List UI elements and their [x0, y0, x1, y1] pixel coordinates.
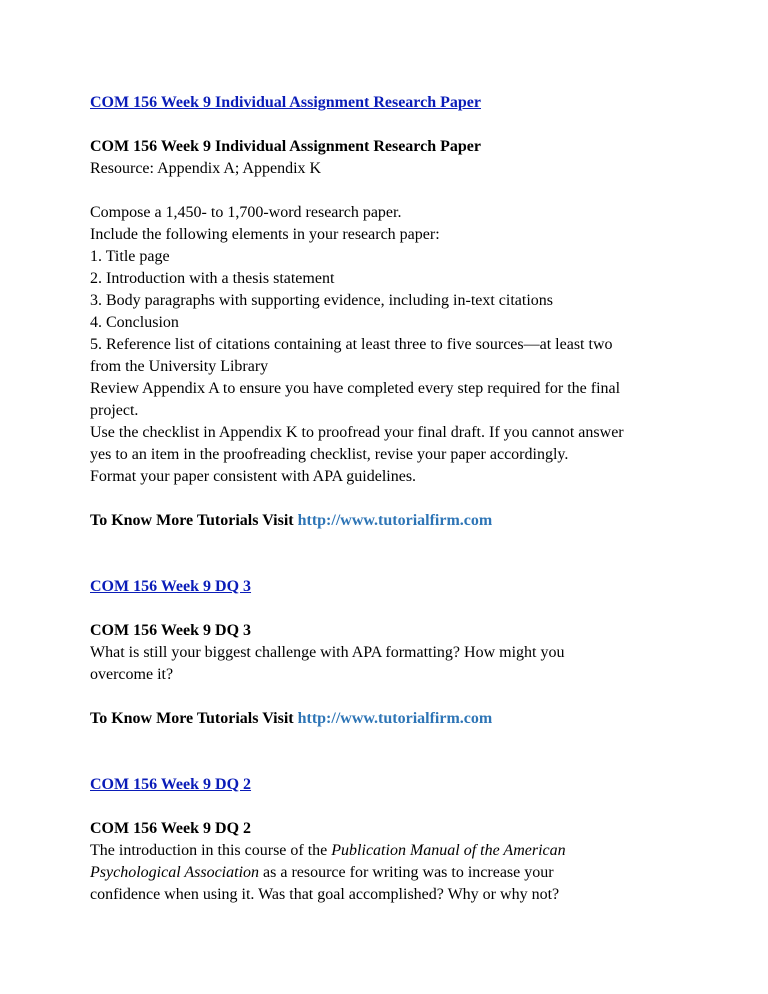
body-line: What is still your biggest challenge with APA formatting? How might you	[90, 644, 565, 661]
spacer	[90, 114, 730, 136]
list-item: 5. Reference list of citations containing at least three to five sources—at least two	[90, 336, 613, 353]
body-line: project.	[90, 402, 139, 419]
body-line: Include the following elements in your research paper:	[90, 226, 440, 243]
section-title: COM 156 Week 9 Individual Assignment Research Paper	[90, 138, 481, 155]
body-line: from the University Library	[90, 358, 269, 375]
body-text: as a resource for writing was to increase your	[259, 864, 554, 881]
list-item: 2. Introduction with a thesis statement	[90, 270, 335, 287]
tutorial-site-link[interactable]: http://www.tutorialfirm.com	[297, 710, 493, 727]
body-line	[90, 862, 730, 884]
tutorial-site-link[interactable]: http://www.tutorialfirm.com	[297, 512, 493, 529]
spacer	[90, 796, 730, 818]
body-line: Compose a 1,450- to 1,700-word research paper.	[90, 204, 402, 221]
document-page	[90, 92, 730, 906]
body-line: Review Appendix A to ensure you have completed every step required for the final	[90, 380, 621, 397]
body-line: Format your paper consistent with APA guidelines.	[90, 468, 417, 485]
heading-link-research-paper[interactable]: COM 156 Week 9 Individual Assignment Research Paper	[90, 94, 481, 111]
spacer	[90, 532, 730, 576]
spacer	[90, 686, 730, 708]
spacer	[90, 488, 730, 510]
visit-label: To Know More Tutorials Visit	[90, 710, 294, 727]
resource-line: Resource: Appendix A; Appendix K	[90, 160, 322, 177]
spacer	[90, 598, 730, 620]
visit-label: To Know More Tutorials Visit	[90, 512, 294, 529]
italic-title: Psychological Association	[90, 864, 260, 881]
spacer	[90, 730, 730, 774]
body-text: The introduction in this course of the	[90, 842, 332, 859]
visit-line	[90, 510, 730, 532]
body-line: yes to an item in the proofreading checklist, revise your paper accordingly.	[90, 446, 569, 463]
body-line: overcome it?	[90, 666, 174, 683]
list-item: 3. Body paragraphs with supporting evidence, including in-text citations	[90, 292, 554, 309]
heading-link-dq3[interactable]: COM 156 Week 9 DQ 3	[90, 578, 252, 595]
body-line: confidence when using it. Was that goal accomplished? Why or why not?	[90, 886, 560, 903]
section-title: COM 156 Week 9 DQ 3	[90, 622, 252, 639]
italic-title: Publication Manual of the American	[331, 842, 566, 859]
body-line: Use the checklist in Appendix K to proofread your final draft. If you cannot answer	[90, 424, 624, 441]
visit-line	[90, 708, 730, 730]
section-title: COM 156 Week 9 DQ 2	[90, 820, 252, 837]
heading-link-dq2[interactable]: COM 156 Week 9 DQ 2	[90, 776, 252, 793]
spacer	[90, 180, 730, 202]
body-line	[90, 840, 730, 862]
list-item: 4. Conclusion	[90, 314, 179, 331]
list-item: 1. Title page	[90, 248, 170, 265]
